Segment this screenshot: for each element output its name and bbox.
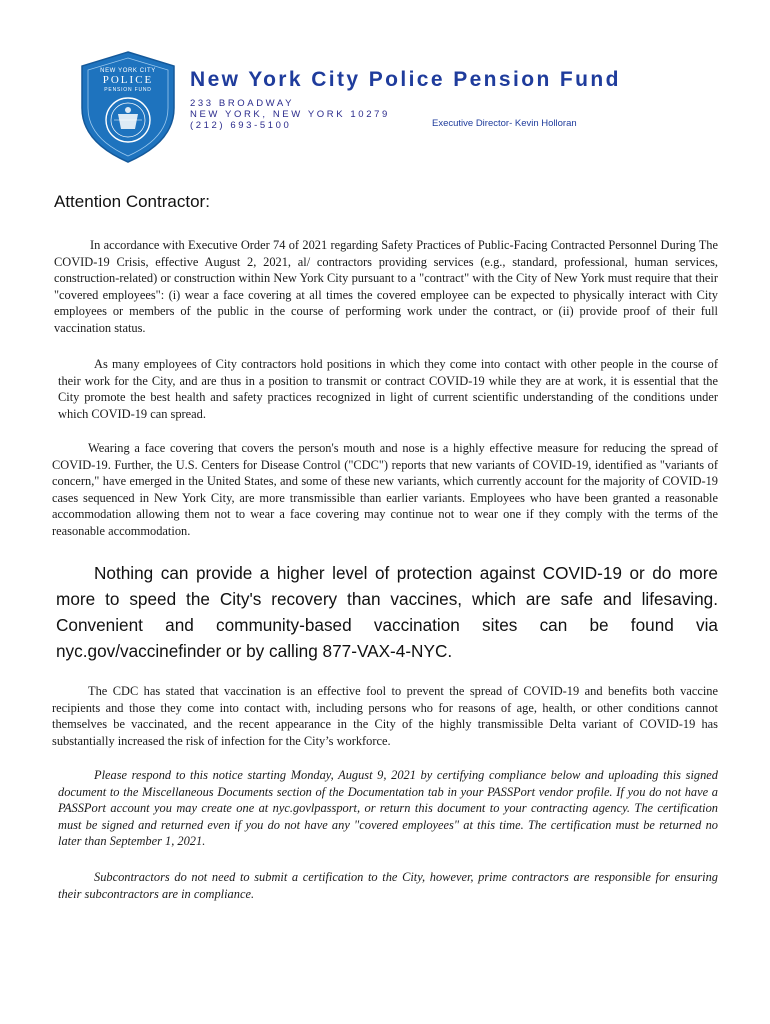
paragraph-contractor-contact: As many employees of City contractors hold positions in which they come into contact with other people in the course of their work for the City, and are thus in a position to transmit or contract COVID-19 while they are at work, it is essential that the City promote the best health and safety practices recognized in light of current scientific understanding of the conditions under which COVID-19 can spread. bbox=[58, 357, 718, 421]
organization-title: New York City Police Pension Fund bbox=[190, 68, 621, 91]
badge-text-top: NEW YORK CITY bbox=[100, 68, 156, 74]
paragraph-subcontractors: Subcontractors do not need to submit a certification to the City, however, prime contractors are responsible for ensuring their subcontractors are in compliance. bbox=[58, 870, 718, 901]
badge-text-bottom: PENSION FUND bbox=[104, 87, 152, 93]
phone-number: (212) 693-5100 bbox=[190, 120, 292, 131]
badge-text-main: POLICE bbox=[102, 74, 154, 86]
paragraph-face-covering: Wearing a face covering that covers the person's mouth and nose is a highly effective measure for reducing the spread of COVID-19. Further, the U.S. Centers for Disease Control ("CDC") reports that new variants of COVID-19, identified as "variants of concern," have emerged in the United States, and some of these new variants, which currently account for the majority of COVID-19 cases sequenced in New York City, are more transmissible than earlier variants. Employees who have been granted a reasonable accommodation allowing them not to wear a face covering may continue not to wear one if they comply with the terms of the reasonable accommodation. bbox=[52, 441, 718, 538]
vaccine-callout: Nothing can provide a higher level of protection against COVID-19 or do more more to speed the City's recovery than vaccines, which are safe and lifesaving. Convenient and community-based vaccination sites can be found via nyc.gov/vaccinefinder or by calling 877-VAX-4-NYC. bbox=[56, 563, 718, 661]
attention-heading: Attention Contractor: bbox=[54, 192, 210, 211]
police-pension-badge-logo bbox=[78, 50, 178, 164]
address-street: 233 BROADWAY bbox=[190, 98, 295, 109]
letterhead bbox=[0, 0, 770, 170]
paragraph-certification-instructions: Please respond to this notice starting Monday, August 9, 2021 by certifying compliance below and uploading this signed document to the Miscellaneous Documents section of the Documentation tab in your PASSPort vendor profile. If you do not have a PASSPort account you may create one at nyc.govlpassport, or return this document to your contracting agency. The certification must be signed and returned even if you do not have any "covered employees" at this time. The certification must be returned no later than September 1, 2021. bbox=[58, 768, 718, 849]
executive-director: Executive Director- Kevin Holloran bbox=[432, 118, 577, 129]
address-city: NEW YORK, NEW YORK 10279 bbox=[190, 109, 390, 120]
paragraph-cdc-vaccination: The CDC has stated that vaccination is an effective fool to prevent the spread of COVID-19 and benefits both vaccine recipients and those they come into contact with, including persons who for reasons of age, health, or other conditions cannot themselves be vaccinated, and the recent appearance in the City of the highly transmissible Delta variant of COVID-19 has substantially increased the risk of infection for the City’s workforce. bbox=[52, 684, 718, 748]
paragraph-executive-order: In accordance with Executive Order 74 of 2021 regarding Safety Practices of Public-Facing Contracted Personnel During The COVID-19 Crisis, effective August 2, 2021, al/ contractors providing services (e.g., standard, professional, human services, construction-related) or construction within New York City pursuant to a "contract" with the City of New York must require that their "covered employees": (i) wear a face covering at all times the covered employee can be expected to physically interact with City employees or members of the public in the course of performing work under the contract, or (ii) provide proof of their full vaccination status. bbox=[54, 238, 718, 335]
